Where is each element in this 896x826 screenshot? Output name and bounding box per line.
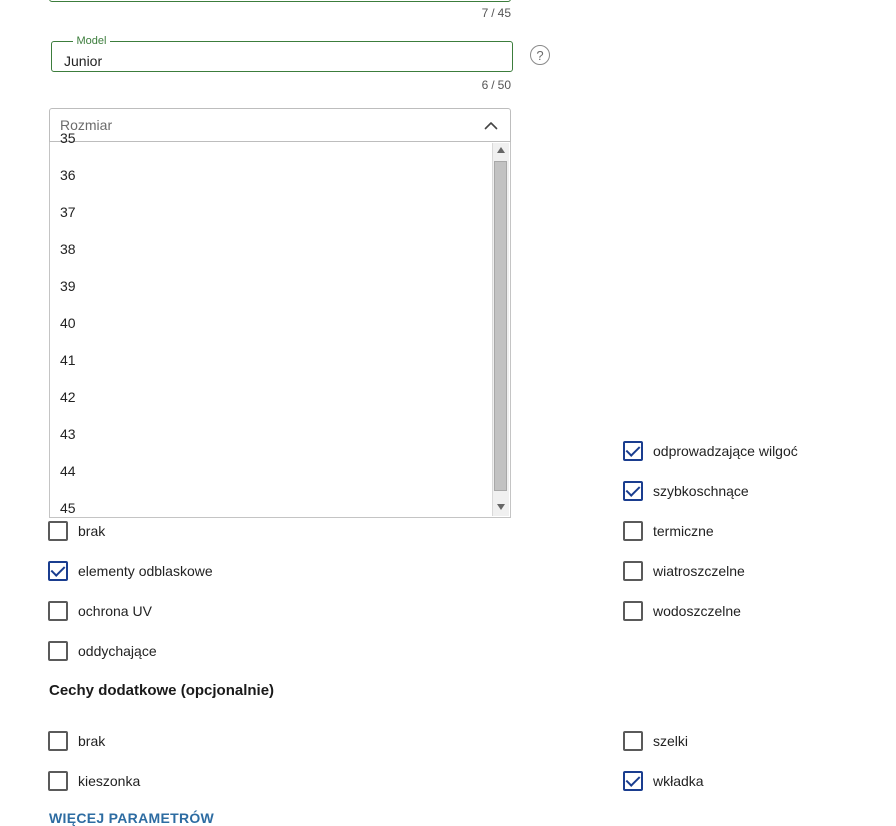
extra-feature-checkbox-row[interactable]	[48, 771, 140, 791]
previous-field-counter	[401, 6, 511, 20]
feature-checkbox-row[interactable]	[623, 521, 714, 541]
extra-feature-checkbox-row[interactable]	[623, 771, 704, 791]
checkbox-icon[interactable]	[623, 481, 643, 501]
scroll-up-arrow-icon[interactable]	[493, 143, 509, 159]
model-counter-current: 6	[481, 78, 489, 92]
checkbox-icon[interactable]	[623, 521, 643, 541]
size-option[interactable]: 41	[60, 352, 76, 368]
help-icon[interactable]: ?	[530, 45, 550, 65]
feature-checkbox-row[interactable]	[623, 481, 749, 501]
extra-feature-checkbox-row[interactable]	[623, 731, 688, 751]
checkbox-icon[interactable]	[48, 601, 68, 621]
size-dropdown-list[interactable]	[49, 130, 511, 518]
feature-checkbox-row[interactable]	[48, 561, 213, 581]
scroll-down-arrow-icon[interactable]	[493, 500, 509, 516]
size-option[interactable]: 42	[60, 389, 76, 405]
checkbox-icon[interactable]	[623, 601, 643, 621]
feature-label: oddychające	[78, 643, 157, 659]
model-field[interactable]	[51, 35, 513, 72]
checkbox-icon[interactable]	[48, 771, 68, 791]
feature-label: wiatroszczelne	[653, 563, 745, 579]
extra-feature-checkbox-row[interactable]	[48, 731, 105, 751]
extra-feature-label: kieszonka	[78, 773, 141, 789]
model-counter-max: 50	[497, 78, 511, 92]
feature-label: wodoszczelne	[653, 603, 741, 619]
size-option[interactable]: 45	[60, 500, 76, 516]
size-select-label: Rozmiar	[60, 117, 113, 133]
extra-feature-label: brak	[78, 733, 106, 749]
extra-feature-label: szelki	[653, 733, 689, 749]
size-option[interactable]: 40	[60, 315, 76, 331]
checkbox-icon[interactable]	[48, 641, 68, 661]
feature-label: ochrona UV	[78, 603, 152, 619]
previous-field-outline	[49, 0, 511, 2]
size-option[interactable]: 35	[60, 130, 76, 146]
feature-label: szybkoschnące	[653, 483, 749, 499]
size-option[interactable]: 44	[60, 463, 76, 479]
feature-checkbox-row[interactable]	[623, 561, 745, 581]
scrollbar-thumb[interactable]	[494, 161, 507, 491]
size-option[interactable]: 39	[60, 278, 76, 294]
checkbox-icon[interactable]	[623, 441, 643, 461]
checkbox-icon[interactable]	[623, 731, 643, 751]
dropdown-scrollbar[interactable]	[492, 143, 509, 516]
model-field-legend: Model	[76, 35, 107, 47]
size-option[interactable]: 37	[60, 204, 76, 220]
previous-field-counter-current: 7	[481, 6, 489, 20]
extra-feature-label: wkładka	[653, 773, 704, 789]
extra-features-title: Cechy dodatkowe (opcjonalnie)	[49, 682, 275, 699]
size-option[interactable]: 43	[60, 426, 76, 442]
more-parameters-link[interactable]: WIĘCEJ PARAMETRÓW	[49, 810, 215, 826]
model-counter-separator: /	[491, 78, 495, 92]
feature-checkbox-row[interactable]	[623, 601, 741, 621]
size-dropdown-options	[50, 130, 492, 517]
size-option[interactable]: 36	[60, 167, 76, 183]
previous-field-counter-separator: /	[491, 6, 495, 20]
feature-checkbox-row[interactable]	[48, 641, 157, 661]
feature-label: brak	[78, 523, 106, 539]
feature-label: elementy odblaskowe	[78, 563, 213, 579]
model-field-counter	[401, 78, 511, 92]
feature-checkbox-row[interactable]	[623, 441, 798, 461]
previous-field-counter-max: 45	[497, 6, 511, 20]
feature-label: odprowadzające wilgoć	[653, 443, 798, 459]
model-input[interactable]	[62, 52, 496, 70]
checkbox-icon[interactable]	[48, 731, 68, 751]
checkbox-icon[interactable]	[623, 561, 643, 581]
feature-label: termiczne	[653, 523, 714, 539]
checkbox-icon[interactable]	[623, 771, 643, 791]
size-option[interactable]: 38	[60, 241, 76, 257]
feature-checkbox-row[interactable]	[48, 601, 152, 621]
checkbox-icon[interactable]	[48, 561, 68, 581]
